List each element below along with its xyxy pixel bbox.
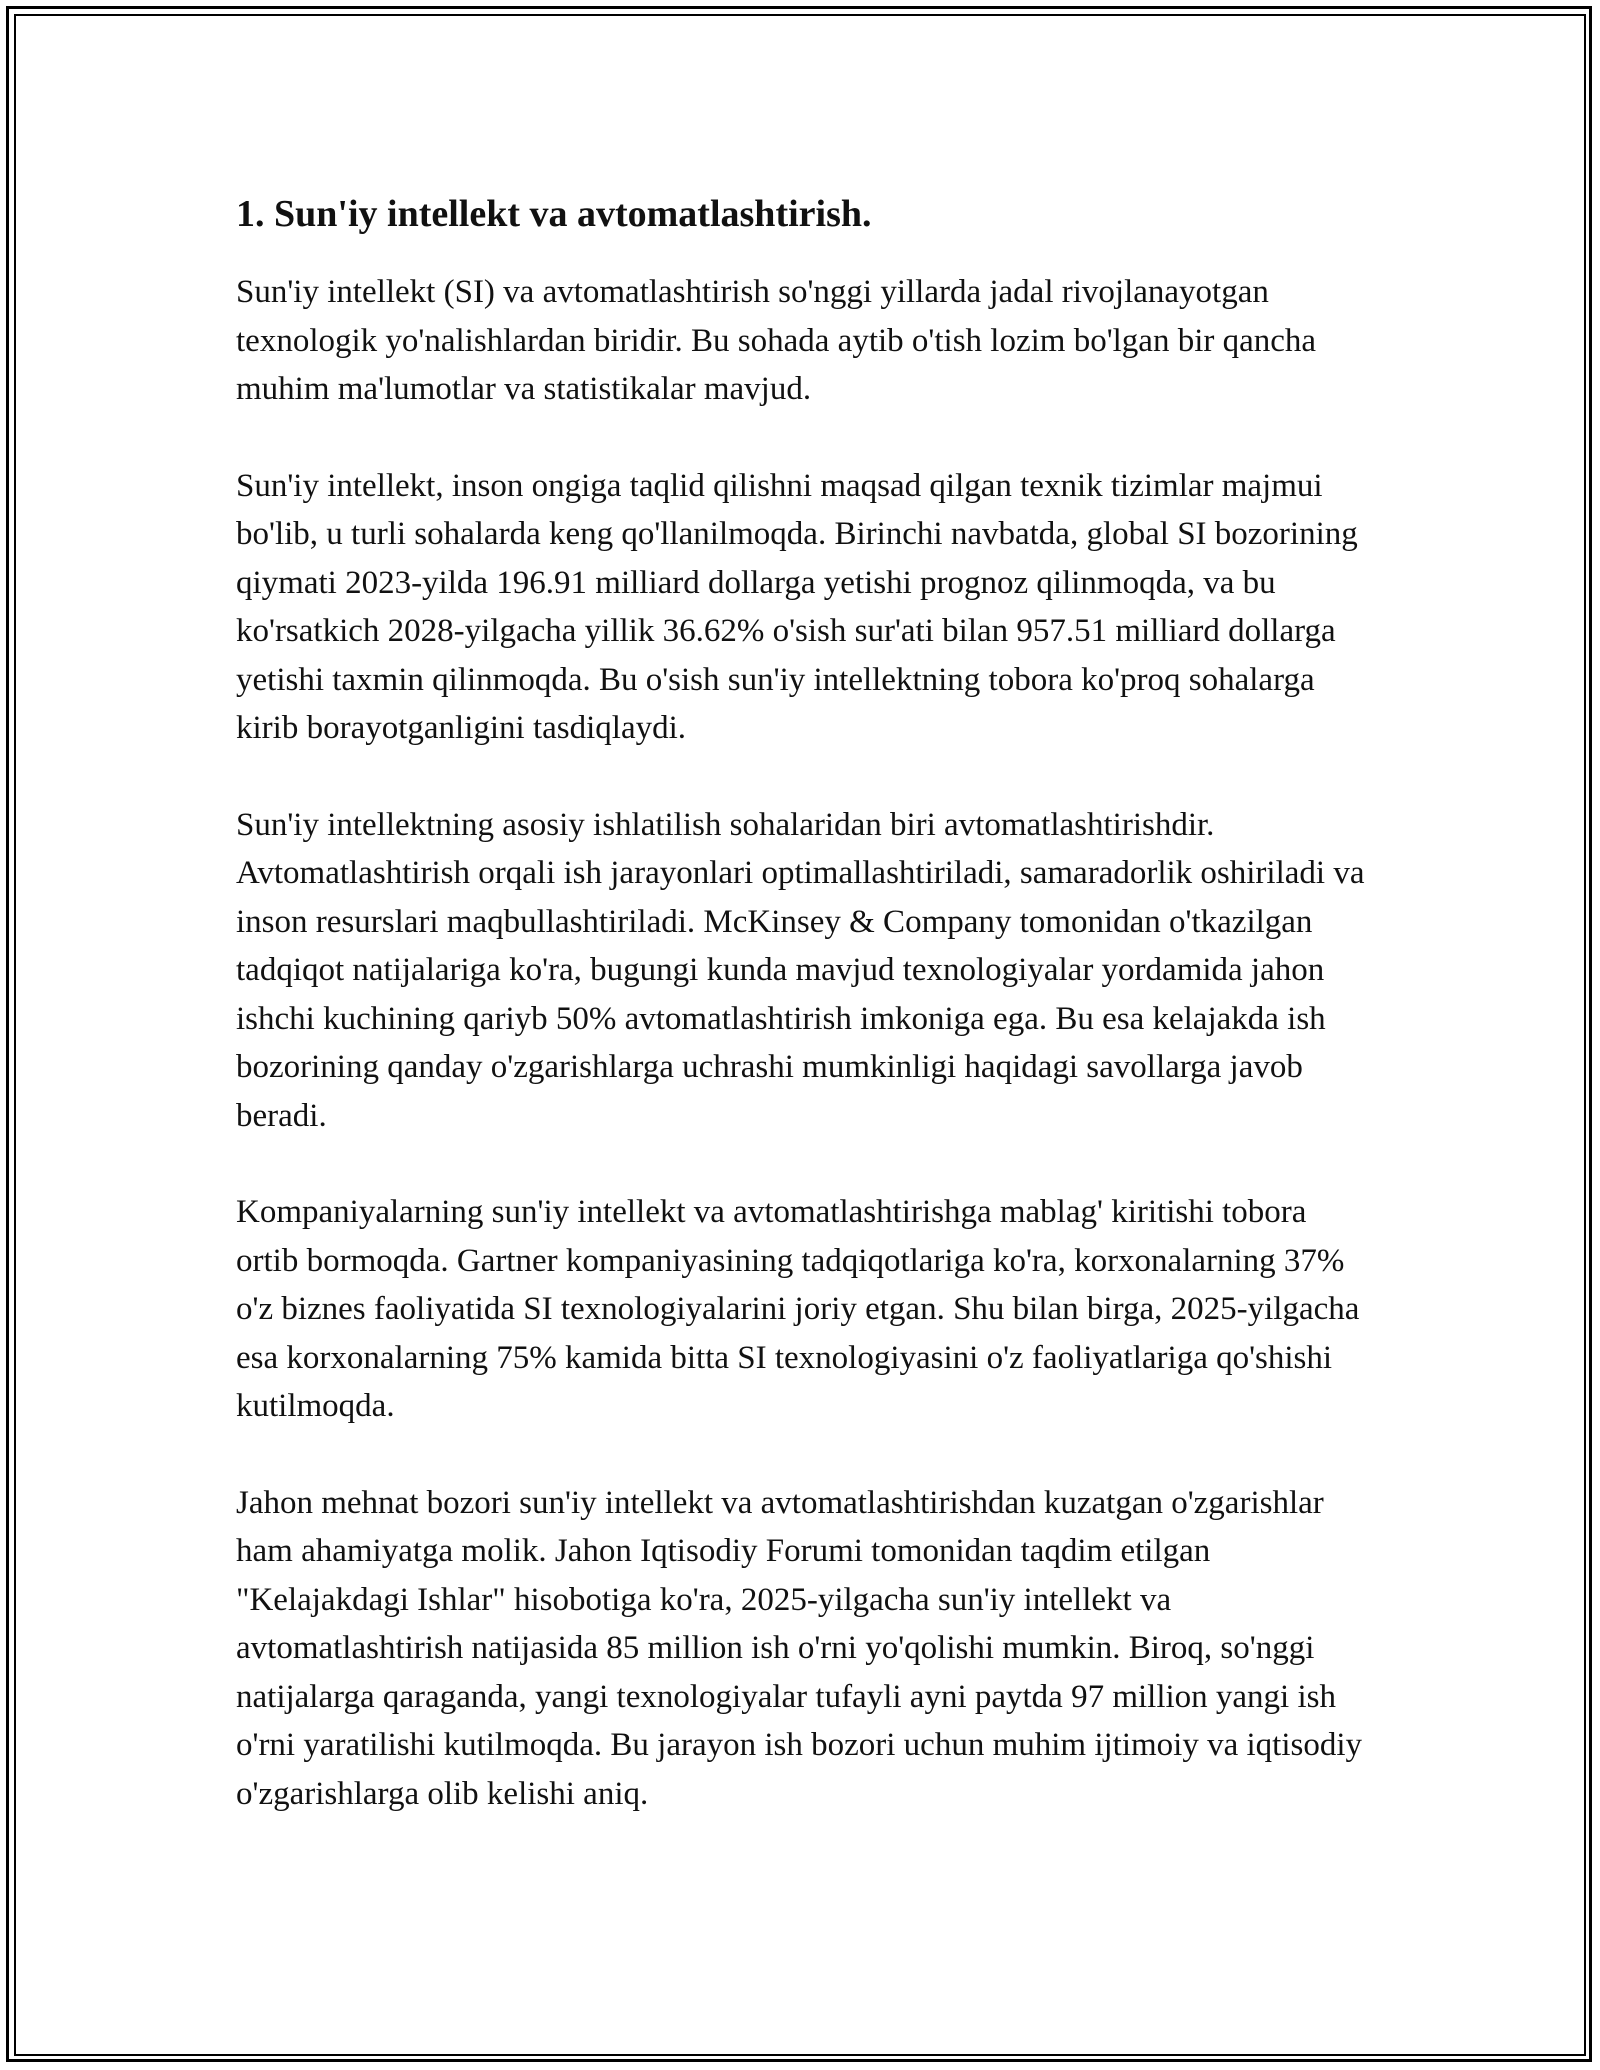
document-body [236,188,1366,1866]
paragraph-intro: Sun'iy intellekt (SI) va avtomatlashtirish so'nggi yillarda jadal rivojlanayotgan texnologik yo'nalishlardan biridir. Bu sohada aytib o'tish lozim bo'lgan bir qancha muhim ma'lumotlar va statistikalar mavjud. [236,274,1317,407]
paragraph-automation: Sun'iy intellektning asosiy ishlatilish sohalaridan biri avtomatlashtirishdir. Avtomatlashtirish orqali ish jarayonlari optimallashtiriladi, samaradorlik oshiriladi va inson resurslari maqbullashtiriladi. McKinsey & Company tomonidan o'tkazilgan tadqiqot natijalariga ko'ra, bugungi kunda mavjud texnologiyalar yordamida jahon ishchi kuchining qariyb 50% avtomatlashtirish imkoniga ega. Bu esa kelajakda ish bozorining qanday o'zgarishlarga uchrashi mumkinligi haqidagi savollarga javob beradi. [236,806,1365,1134]
paragraph-investment: Kompaniyalarning sun'iy intellekt va avtomatlashtirishga mablag' kiritishi tobora ortib bormoqda. Gartner kompaniyasining tadqiqotlariga ko'ra, korxonalarning 37% o'z biznes faoliyatida SI texnologiyalarini joriy etgan. Shu bilan birga, 2025-yilgacha esa korxonalarning 75% kamida bitta SI texnologiyasini o'z faoliyatlariga qo'shishi kutilmoqda. [236,1194,1360,1424]
paragraph-labor-market: Jahon mehnat bozori sun'iy intellekt va avtomatlashtirishdan kuzatgan o'zgarishlar ham ahamiyatga molik. Jahon Iqtisodiy Forumi tomonidan taqdim etilgan "Kelajakdagi Ishlar" hisobotiga ko'ra, 2025-yilgacha sun'iy intellekt va avtomatlashtirish natijasida 85 million ish o'rni yo'qolishi mumkin. Biroq, so'nggi natijalarga qaraganda, yangi texnologiyalar tufayli ayni paytda 97 million yangi ish o'rni yaratilishi kutilmoqda. Bu jarayon ish bozori uchun muhim ijtimoiy va iqtisodiy o'zgarishlarga olib kelishi aniq. [236,1484,1362,1812]
section-title: 1. Sun'iy intellekt va avtomatlashtirish. [236,193,872,235]
paragraph-market-value: Sun'iy intellekt, inson ongiga taqlid qilishni maqsad qilgan texnik tizimlar majmui bo'lib, u turli sohalarda keng qo'llanilmoqda. Birinchi navbatda, global SI bozorining qiymati 2023-yilda 196.91 milliard dollarga yetishi prognoz qilinmoqda, va bu ko'rsatkich 2028-yilgacha yillik 36.62% o'sish sur'ati bilan 957.51 milliard dollarga yetishi taxmin qilinmoqda. Bu o'sish sun'iy intellektning tobora ko'proq sohalarga kirib borayotganligini tasdiqlaydi. [236,467,1358,746]
